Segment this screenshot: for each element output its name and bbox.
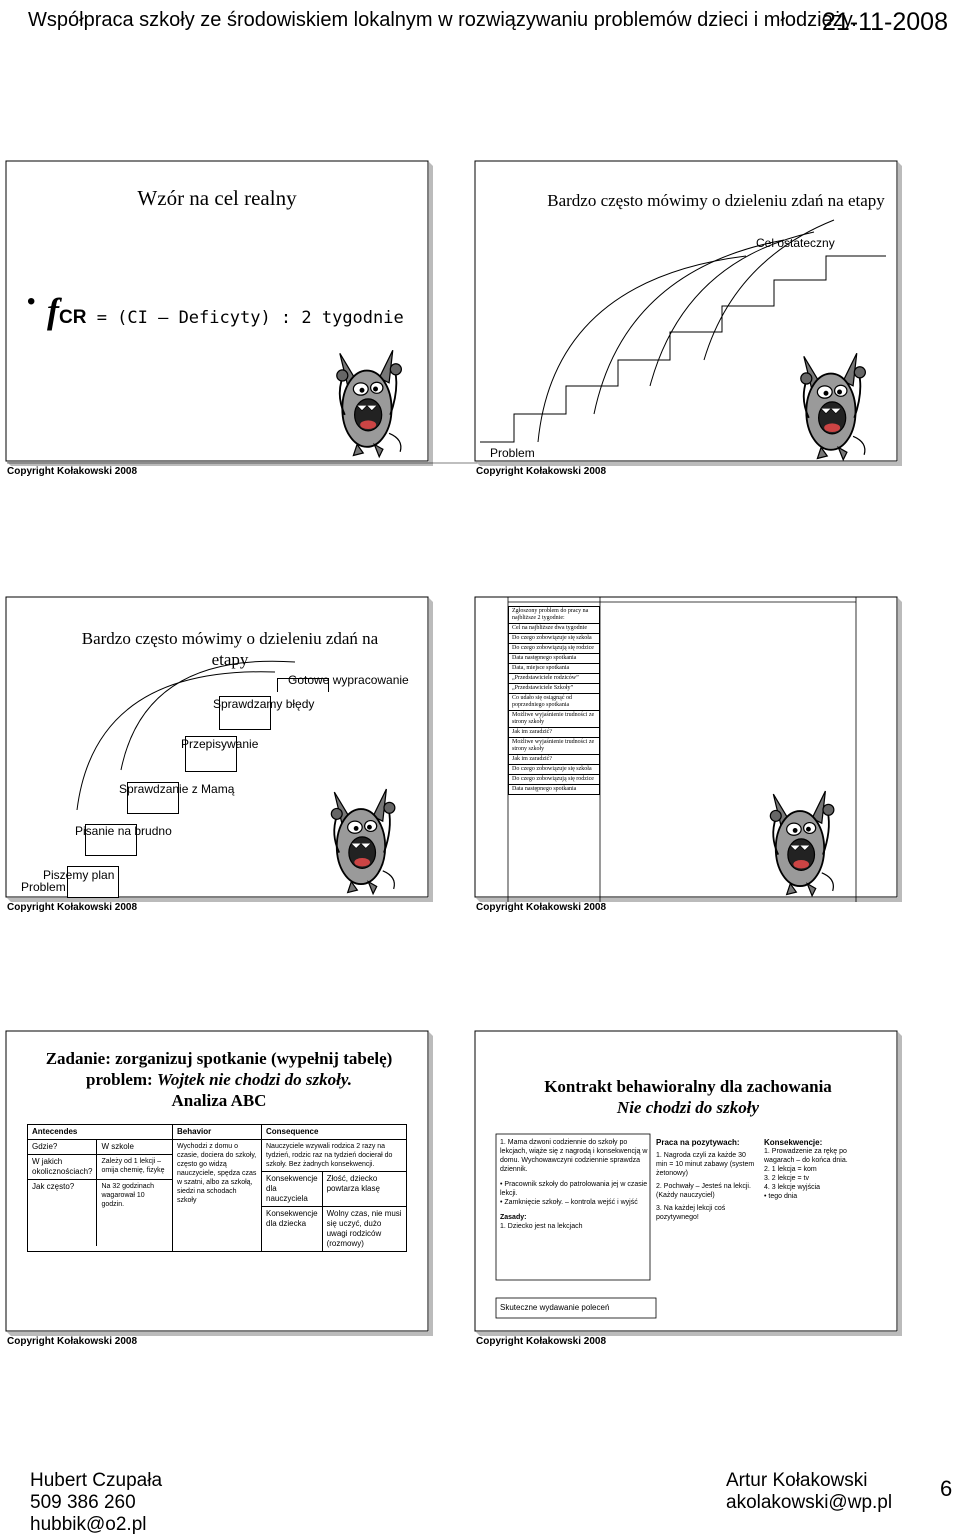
slide-title: Bardzo często mówimy o dzieleniu zdań na etapy: [547, 191, 885, 210]
consequence-item: • tego dnia: [764, 1193, 798, 1200]
question-circumstances: W jakich okolicznościach?: [28, 1155, 97, 1180]
slide-5: [5, 1030, 489, 1348]
rules-item: 1. Dziecko jest na lekcjach: [500, 1223, 583, 1230]
copyright: Copyright Kołakowski 2008: [476, 1336, 607, 1347]
positive-column: [656, 1138, 756, 1226]
form-cell: Data, miejsce spotkania: [509, 664, 600, 674]
positive-heading: Praca na pozytywach:: [656, 1138, 740, 1147]
step-problem: Problem: [21, 880, 66, 894]
form-cell: Do czego zobowiązują się rodzice: [509, 644, 600, 654]
slide-4: [474, 596, 958, 914]
contract-bullet: • Zamknięcie szkoły. – kontrola wejść i wyjść: [500, 1199, 638, 1206]
title-line-1: Zadanie: zorganizuj spotkanie (wypełnij tabelę): [45, 1049, 393, 1068]
document-title: Współpraca szkoły ze środowiskiem lokalnym w rozwiązywaniu problemów dzieci i młodzieży.: [28, 9, 857, 31]
contract-bullet: • Pracownik szkoły do patrolowania jej w czasie lekcji.: [500, 1181, 648, 1197]
header-antecedents: Antecendes: [28, 1125, 173, 1140]
slide-2: [474, 160, 958, 478]
author-right-name: Artur Kołakowski: [726, 1470, 868, 1491]
consequence-item: 1. Prowadzenie za rękę po wagarach – do końca dnia.: [764, 1148, 848, 1164]
form-cell: Data następnego spotkania: [509, 654, 600, 664]
question-where: Gdzie?: [28, 1140, 97, 1155]
contract-bullets: [500, 1180, 648, 1207]
form-row: [509, 664, 600, 674]
author-left-name: Hubert Czupała: [30, 1470, 163, 1491]
form-row: [509, 674, 600, 684]
author-left-email: hubbik@o2.pl: [30, 1514, 147, 1535]
consequence-teacher-label: Konsekwencje dla nauczyciela: [262, 1172, 322, 1207]
form-cell: Jak im zaradzić?: [509, 755, 600, 765]
step-label: Sprawdzanie z Mamą: [119, 782, 235, 796]
consequence-item: 3. 2 lekcje = tv: [764, 1175, 809, 1182]
slide-title: Wzór na cel realny: [137, 186, 297, 210]
step-label: Gotowe wypracowanie: [288, 673, 409, 687]
title-problem-text: Wojtek nie chodzi do szkoły.: [156, 1070, 353, 1089]
form-row: [509, 607, 600, 624]
title-line-2: Nie chodzi do szkoły: [616, 1098, 760, 1117]
form-cell: „Przedstawiciele Szkoły”: [509, 684, 600, 694]
form-row: [509, 765, 600, 775]
consequence-item: 2. 1 lekcja = kom: [764, 1166, 817, 1173]
slide-6: [474, 1030, 958, 1348]
copyright: Copyright Kołakowski 2008: [476, 466, 607, 477]
form-row: [509, 624, 600, 634]
form-cell: Co udało się osiągnąć od poprzedniego spotkania: [509, 694, 600, 711]
formula-rest: = (CI – Deficyty) : 2 tygodnie: [86, 308, 404, 328]
positive-item: 3. Na każdej lekcji coś pozytywnego!: [656, 1205, 726, 1221]
form-cell: Do czego zobowiązuje się szkoła: [509, 765, 600, 775]
formula-subscript: CR: [59, 307, 87, 328]
title-line-3: Analiza ABC: [171, 1091, 267, 1110]
form-cell: Do czego zobowiązują się rodzice: [509, 775, 600, 785]
answer-where: W szkole: [97, 1140, 172, 1155]
form-row: [509, 785, 600, 795]
abc-table: [27, 1124, 407, 1252]
devil-image: [310, 341, 430, 461]
document-header: [0, 0, 960, 40]
form-cell: Do czego zobowiązuje się szkoła: [509, 634, 600, 644]
title-problem: problem:: [85, 1070, 157, 1089]
form-row: [509, 634, 600, 644]
positive-item: 1. Nagroda czyli za każde 30 min = 10 minut zabawy (system żetonowy): [656, 1152, 755, 1177]
antecedents-cell: [28, 1140, 173, 1252]
copyright: Copyright Kołakowski 2008: [7, 902, 138, 913]
devil-image: [774, 344, 894, 464]
header-consequence: Consequence: [266, 1127, 319, 1136]
form-row: [509, 738, 600, 755]
footer-right: [726, 1470, 892, 1514]
copyright: Copyright Kołakowski 2008: [476, 902, 607, 913]
form-row: [509, 728, 600, 738]
form-cell: Cel na najbliższe dwa tygodnie: [509, 624, 600, 634]
form-cell: „Przedstawiciele rodziców”: [509, 674, 600, 684]
contract-left: [500, 1138, 648, 1231]
form-row: [509, 775, 600, 785]
problem-label: Problem: [490, 446, 535, 460]
form-cell: Zgłoszony problem do pracy na najbliższe 2 tygodnie:: [509, 607, 600, 624]
consequences-column: [764, 1138, 874, 1201]
slide-3: [5, 596, 489, 914]
formula: [47, 290, 404, 332]
form-row: [509, 694, 600, 711]
question-frequency: Jak często?: [28, 1180, 97, 1247]
consequence-cell: [262, 1140, 407, 1252]
devil-image: [744, 782, 862, 900]
contract-bullet-text: Pracownik szkoły do patrolowania jej w czasie lekcji.: [500, 1181, 648, 1197]
rules-heading: Zasady:: [500, 1214, 527, 1221]
devil-image: [305, 780, 423, 898]
title-line-1: Kontrakt behawioralny dla zachowania: [544, 1077, 832, 1096]
form-cell: Data następnego spotkania: [509, 785, 600, 795]
footer-left: [30, 1470, 162, 1536]
form-row: [509, 684, 600, 694]
form-cell: Możliwe wyjaśnienie trudności ze strony szkoły: [509, 738, 600, 755]
author-right-email: akolakowski@wp.pl: [726, 1492, 893, 1513]
author-left-phone: 509 386 260: [30, 1492, 136, 1513]
slide-title: Bardzo często mówimy o dzieleniu zdań na etapy: [81, 629, 379, 669]
page-number: 6: [940, 1476, 953, 1501]
form-row: [509, 644, 600, 654]
copyright: Copyright Kołakowski 2008: [7, 1336, 138, 1347]
slide-title: [19, 1048, 419, 1111]
consequence-teacher: Złość, dziecko powtarza klasę: [322, 1172, 406, 1207]
contract-item-1: 1. Mama dzwoni codziennie do szkoły po lekcjach, wiąże się z nagrodą i konsekwencją w domu. Wychowawczyni codziennie sprawdza dziennik.: [500, 1139, 648, 1173]
form-row: [509, 654, 600, 664]
step-label: Przepisywanie: [181, 737, 259, 751]
step-label: Pisanie na brudno: [75, 824, 172, 838]
step-label: Piszemy plan: [43, 868, 115, 882]
header-behavior: Behavior: [173, 1125, 262, 1140]
bottom-note: Skuteczne wydawanie poleceń: [500, 1303, 610, 1312]
slide-1: [5, 160, 489, 478]
step-label: Sprawdzamy błędy: [213, 697, 315, 711]
formula-f: f: [47, 291, 59, 331]
form-row: [509, 711, 600, 728]
answer-circumstances: Zależy od 1 lekcji – omija chemię, fizykę: [97, 1155, 172, 1180]
meeting-form: [508, 606, 600, 795]
document-date: 21-11-2008: [821, 8, 948, 36]
goal-label: Cel ostateczny: [756, 236, 835, 250]
consequence-child-label: Konsekwencje dla dziecka: [262, 1207, 322, 1252]
contract-bullet-text: Zamknięcie szkoły. – kontrola wejść i wyjść: [504, 1199, 638, 1206]
form-row: [509, 755, 600, 765]
slide-title: [488, 1076, 888, 1118]
consequence-child: Wolny czas, nie musi się uczyć, dużo uwagi rodziców (rozmowy): [326, 1209, 402, 1248]
title-line-2: [19, 1069, 419, 1090]
consequence-item: 4. 3 lekcje wyjścia: [764, 1184, 821, 1191]
answer-frequency: Na 32 godzinach wagarował 10 godzin.: [101, 1183, 155, 1208]
bullet: •: [27, 288, 36, 315]
copyright: Copyright Kołakowski 2008: [7, 466, 138, 477]
behavior-cell: Wychodzi z domu o czasie, dociera do szkoły, często go widzą nauczyciele, spędza czas w szatni, albo za szkołą, siedzi na schodach szkoły: [173, 1140, 262, 1252]
form-cell: Możliwe wyjaśnienie trudności ze strony szkoły: [509, 711, 600, 728]
consequence-general: Nauczyciele wzywali rodzica 2 razy na tydzień, rodzic raz na tydzień docierał do szkoły. Bez żadnych konsekwencji.: [262, 1140, 406, 1172]
positive-item: 2. Pochwały – Jesteś na lekcji. (Każdy nauczyciel): [656, 1183, 751, 1199]
consequences-heading: Konsekwencje:: [764, 1138, 823, 1147]
form-cell: Jak im zaradzić?: [509, 728, 600, 738]
